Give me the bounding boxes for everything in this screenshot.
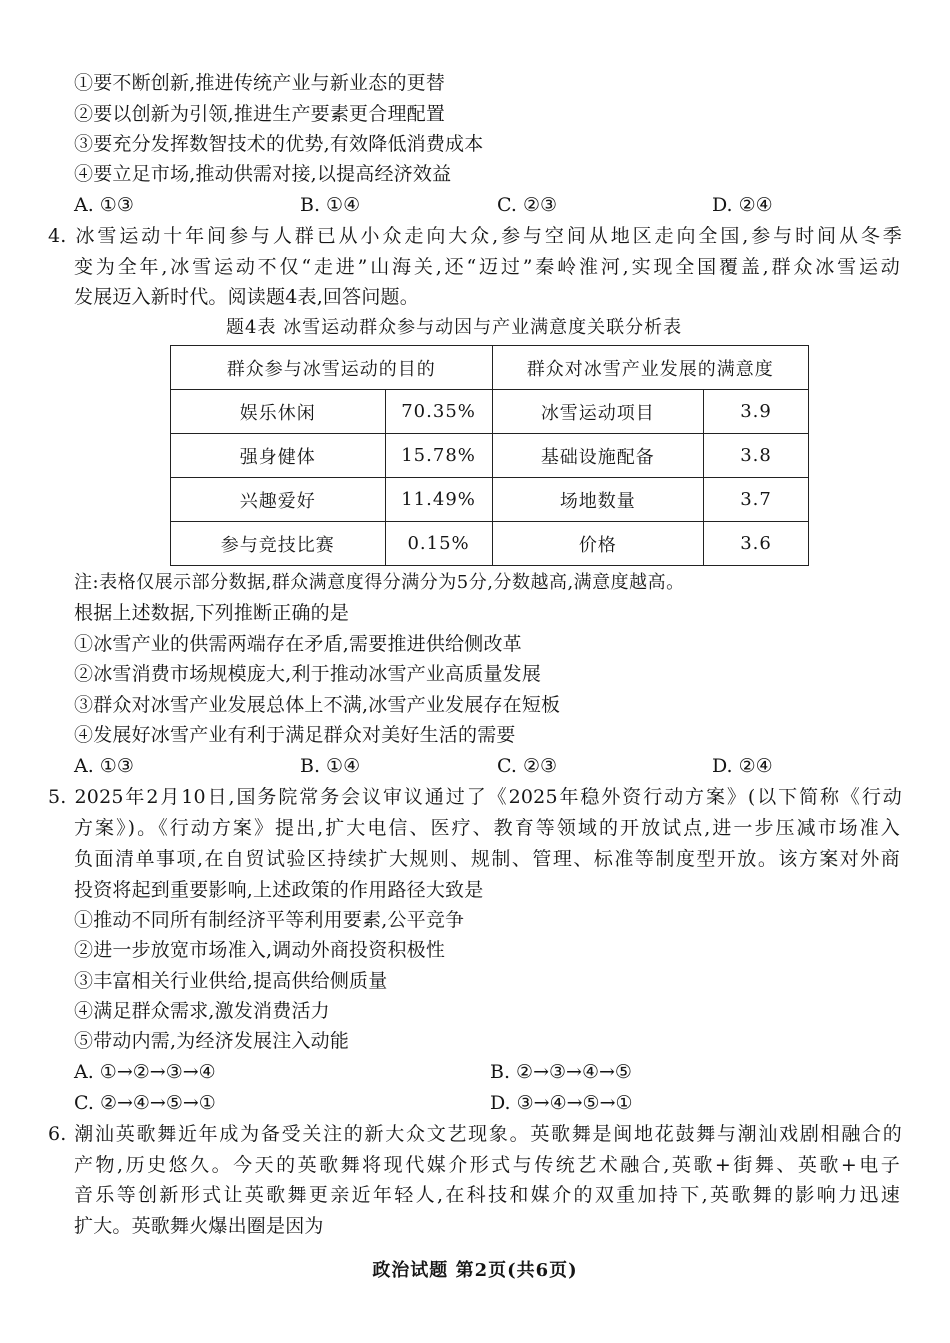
q3-option-d: D. ②④ (712, 194, 773, 216)
q5-stem-line-3: 负面清单事项,在自贸试验区持续扩大规则、规制、管理、标准等制度型开放。该方案对外商 (74, 848, 900, 870)
table-cell-purpose: 强身健体 (171, 434, 386, 478)
q3-option-a: A. ①③ (74, 194, 134, 216)
table-note: 注:表格仅展示部分数据,群众满意度得分满分为5分,分数越高,满意度越高。 (74, 572, 685, 593)
q4-stem-line-3: 发展迈入新时代。阅读题4表,回答问题。 (74, 286, 419, 308)
table-header-row (171, 346, 809, 390)
q3-option-c: C. ②③ (497, 194, 558, 216)
q4-option-a: A. ①③ (74, 755, 134, 777)
q3-item-3: ③要充分发挥数智技术的优势,有效降低消费成本 (74, 133, 484, 155)
q3-item-1: ①要不断创新,推进传统产业与新业态的更替 (74, 72, 446, 94)
q5-item-5: ⑤带动内需,为经济发展注入动能 (74, 1030, 350, 1052)
q4-item-1: ①冰雪产业的供需两端存在矛盾,需要推进供给侧改革 (74, 633, 522, 655)
table-cell-item: 场地数量 (492, 478, 704, 522)
q5-item-2: ②进一步放宽市场准入,调动外商投资积极性 (74, 939, 446, 961)
table-row (171, 478, 809, 522)
table-caption: 题4表 冰雪运动群众参与动因与产业满意度关联分析表 (226, 317, 683, 338)
table-cell-score: 3.6 (704, 522, 809, 566)
table-row (171, 390, 809, 434)
q5-stem-line-2: 方案》)。《行动方案》提出,扩大电信、医疗、教育等领域的开放试点,进一步压减市场准入 (74, 817, 900, 839)
q5-item-4: ④满足群众需求,激发消费活力 (74, 1000, 330, 1022)
page-footer: 政治试题 第2页(共6页) (372, 1260, 578, 1281)
table-row (171, 434, 809, 478)
q4-stem-line-2: 变为全年,冰雪运动不仅“走进”山海关,还“迈过”秦岭淮河,实现全国覆盖,群众冰雪运动 (74, 256, 900, 278)
table-cell-score: 3.7 (704, 478, 809, 522)
q5-option-d: D. ③→④→⑤→① (490, 1092, 633, 1114)
table-header-purpose: 群众参与冰雪运动的目的 (171, 346, 493, 390)
q5-option-a: A. ①→②→③→④ (74, 1061, 216, 1083)
table-cell-percent: 0.15% (385, 522, 492, 566)
q5-stem-line-1: 5. 2025年2月10日,国务院常务会议审议通过了《2025年稳外资行动方案》(以下简称《行动 (48, 786, 902, 808)
table-cell-score: 3.9 (704, 390, 809, 434)
q6-stem-line-4: 扩大。英歌舞火爆出圈是因为 (74, 1215, 324, 1237)
q4-option-c: C. ②③ (497, 755, 558, 777)
q5-item-3: ③丰富相关行业供给,提高供给侧质量 (74, 970, 388, 992)
q6-stem-line-1: 6. 潮汕英歌舞近年成为备受关注的新大众文艺现象。英歌舞是闽地花鼓舞与潮汕戏剧相融合的 (48, 1123, 902, 1145)
table-cell-purpose: 参与竞技比赛 (171, 522, 386, 566)
table-cell-purpose: 娱乐休闲 (171, 390, 386, 434)
q4-stem-line-1: 4. 冰雪运动十年间参与人群已从小众走向大众,参与空间从地区走向全国,参与时间从冬季 (48, 225, 902, 247)
table-header-satisfaction: 群众对冰雪产业发展的满意度 (492, 346, 808, 390)
q6-stem-line-3: 音乐等创新形式让英歌舞更亲近年轻人,在科技和媒介的双重加持下,英歌舞的影响力迅速 (74, 1184, 900, 1206)
table-cell-item: 基础设施配备 (492, 434, 704, 478)
table-cell-item: 冰雪运动项目 (492, 390, 704, 434)
table-cell-percent: 15.78% (385, 434, 492, 478)
q5-option-b: B. ②→③→④→⑤ (490, 1061, 632, 1083)
q4-item-2: ②冰雪消费市场规模庞大,利于推动冰雪产业高质量发展 (74, 663, 542, 685)
table-cell-percent: 11.49% (385, 478, 492, 522)
table-cell-score: 3.8 (704, 434, 809, 478)
q5-option-c: C. ②→④→⑤→① (74, 1092, 216, 1114)
q6-stem-line-2: 产物,历史悠久。今天的英歌舞将现代媒介形式与传统艺术融合,英歌+街舞、英歌+电子 (74, 1154, 900, 1176)
table-cell-item: 价格 (492, 522, 704, 566)
table-cell-purpose: 兴趣爱好 (171, 478, 386, 522)
q4-option-d: D. ②④ (712, 755, 773, 777)
table-4 (170, 345, 809, 566)
q5-item-1: ①推动不同所有制经济平等利用要素,公平竞争 (74, 909, 465, 931)
q4-item-3: ③群众对冰雪产业发展总体上不满,冰雪产业发展存在短板 (74, 694, 561, 716)
table-cell-percent: 70.35% (385, 390, 492, 434)
q3-item-2: ②要以创新为引领,推进生产要素更合理配置 (74, 103, 446, 125)
table-row (171, 522, 809, 566)
q5-stem-line-4: 投资将起到重要影响,上述政策的作用路径大致是 (74, 879, 484, 901)
q3-option-b: B. ①④ (300, 194, 361, 216)
q4-option-b: B. ①④ (300, 755, 361, 777)
q3-item-4: ④要立足市场,推动供需对接,以提高经济效益 (74, 163, 452, 185)
q4-question: 根据上述数据,下列推断正确的是 (74, 602, 350, 624)
q4-item-4: ④发展好冰雪产业有利于满足群众对美好生活的需要 (74, 724, 516, 746)
